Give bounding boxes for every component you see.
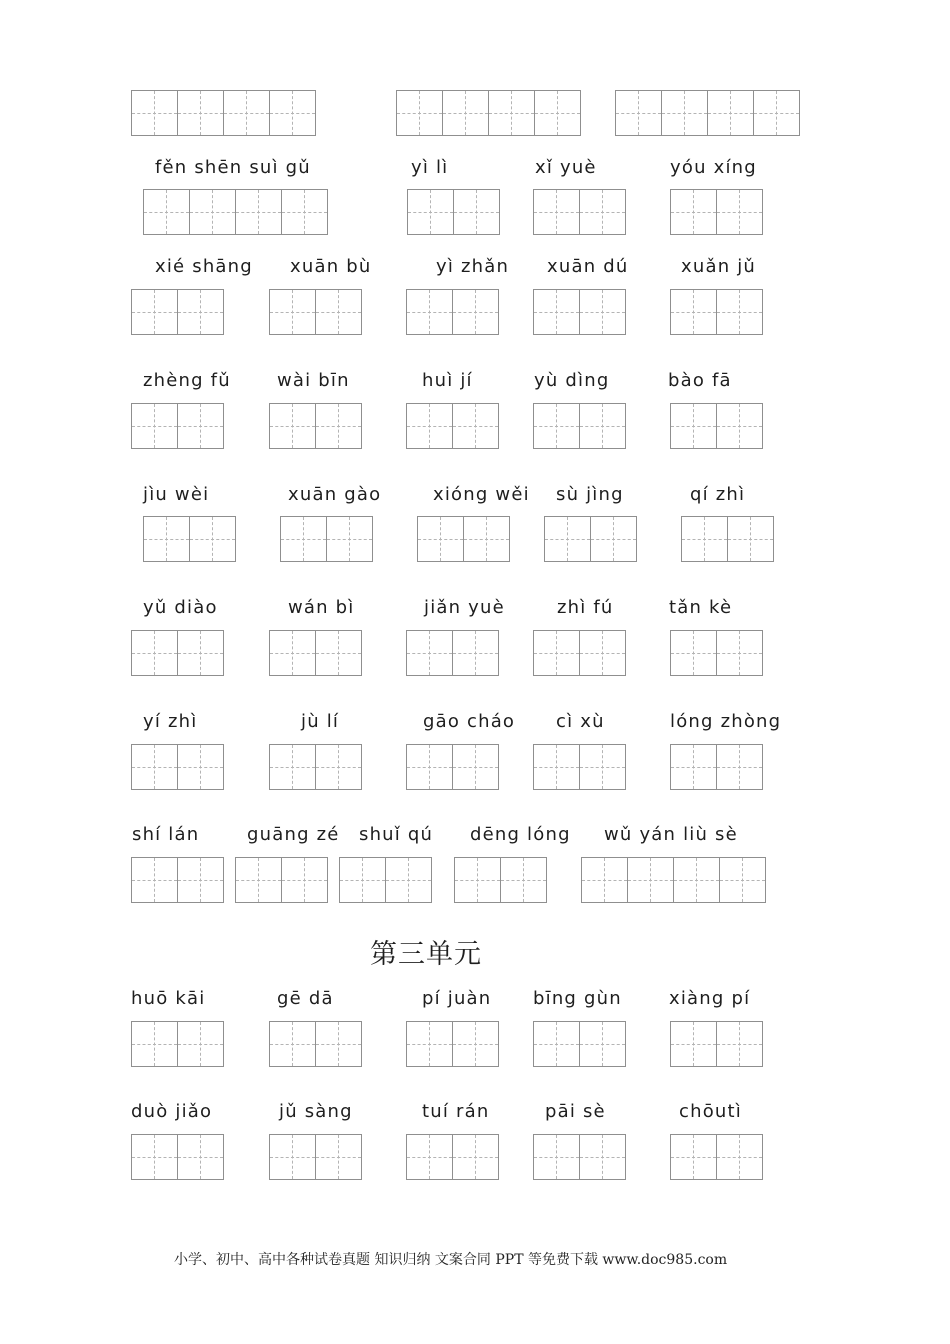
char-grid — [143, 516, 236, 562]
pinyin-label: xuān gào — [288, 484, 382, 505]
char-grid — [681, 516, 774, 562]
pinyin-label: shí lán — [132, 824, 200, 845]
pinyin-label: wán bì — [288, 597, 355, 618]
pinyin-label: chōutì — [679, 1101, 742, 1122]
char-grid — [670, 744, 763, 790]
pinyin-label: sù jìng — [556, 484, 624, 505]
pinyin-label: zhì fú — [557, 597, 614, 618]
char-grid — [131, 1021, 224, 1067]
char-grid — [269, 744, 362, 790]
char-grid — [407, 189, 500, 235]
pinyin-label: yì lì — [411, 157, 449, 178]
pinyin-label: wài bīn — [277, 370, 350, 391]
pinyin-label: yǔ diào — [143, 597, 218, 618]
char-grid — [406, 1021, 499, 1067]
pinyin-label: zhèng fǔ — [143, 370, 231, 391]
char-grid — [131, 403, 224, 449]
char-grid — [396, 90, 581, 136]
char-grid — [670, 630, 763, 676]
char-grid — [269, 1021, 362, 1067]
char-grid — [533, 630, 626, 676]
char-grid — [454, 857, 547, 903]
pinyin-label: tǎn kè — [669, 597, 733, 618]
char-grid — [615, 90, 800, 136]
pinyin-label: xié shāng — [155, 256, 253, 277]
char-grid — [670, 289, 763, 335]
footer-text: 小学、初中、高中各种试卷真题 知识归纳 文案合同 PPT 等免费下载 www.doc985.com — [174, 1252, 728, 1268]
pinyin-label: jǔ sàng — [279, 1101, 353, 1122]
pinyin-label: gāo cháo — [423, 711, 516, 732]
char-grid — [533, 744, 626, 790]
char-grid — [131, 1134, 224, 1180]
char-grid — [533, 1021, 626, 1067]
pinyin-label: yù dìng — [534, 370, 610, 391]
char-grid — [533, 1134, 626, 1180]
pinyin-label: pāi sè — [545, 1101, 606, 1122]
pinyin-label: bào fā — [668, 370, 732, 391]
char-grid — [131, 744, 224, 790]
pinyin-label: xuān bù — [290, 256, 372, 277]
pinyin-label: pí juàn — [422, 988, 492, 1009]
char-grid — [670, 189, 763, 235]
pinyin-label: cì xù — [556, 711, 605, 732]
pinyin-label: guāng zé — [247, 824, 340, 845]
pinyin-label: bīng gùn — [533, 988, 622, 1009]
pinyin-label: jiǎn yuè — [424, 597, 505, 618]
char-grid — [533, 403, 626, 449]
section-heading: 第三单元 — [370, 939, 482, 970]
char-grid — [269, 1134, 362, 1180]
char-grid — [269, 289, 362, 335]
char-grid — [143, 189, 328, 235]
char-grid — [406, 289, 499, 335]
char-grid — [581, 857, 766, 903]
char-grid — [269, 630, 362, 676]
char-grid — [533, 189, 626, 235]
char-grid — [269, 403, 362, 449]
pinyin-label: xuān dú — [547, 256, 629, 277]
char-grid — [406, 630, 499, 676]
pinyin-label: tuí rán — [422, 1101, 490, 1122]
pinyin-label: xióng wěi — [433, 484, 530, 505]
char-grid — [533, 289, 626, 335]
char-grid — [131, 630, 224, 676]
pinyin-label: huì jí — [422, 370, 473, 391]
char-grid — [131, 857, 224, 903]
char-grid — [544, 516, 637, 562]
char-grid — [417, 516, 510, 562]
char-grid — [406, 403, 499, 449]
char-grid — [280, 516, 373, 562]
pinyin-label: yí zhì — [143, 711, 198, 732]
pinyin-label: gē dā — [277, 988, 334, 1009]
pinyin-label: shuǐ qú — [359, 824, 434, 845]
pinyin-label: xuǎn jǔ — [681, 256, 757, 277]
pinyin-label: fěn shēn suì gǔ — [155, 157, 311, 178]
char-grid — [131, 289, 224, 335]
char-grid — [339, 857, 432, 903]
pinyin-label: huō kāi — [131, 988, 206, 1009]
pinyin-label: xiàng pí — [669, 988, 751, 1009]
pinyin-label: yóu xíng — [670, 157, 757, 178]
char-grid — [235, 857, 328, 903]
pinyin-label: wǔ yán liù sè — [604, 824, 738, 845]
pinyin-label: dēng lóng — [470, 824, 571, 845]
char-grid — [131, 90, 316, 136]
char-grid — [670, 403, 763, 449]
pinyin-label: jù lí — [301, 711, 340, 732]
pinyin-label: yì zhǎn — [436, 256, 510, 277]
char-grid — [406, 1134, 499, 1180]
pinyin-label: qí zhì — [690, 484, 746, 505]
pinyin-label: duò jiǎo — [131, 1101, 213, 1122]
pinyin-label: lóng zhòng — [670, 711, 782, 732]
char-grid — [670, 1021, 763, 1067]
pinyin-label: jìu wèi — [143, 484, 210, 505]
char-grid — [406, 744, 499, 790]
pinyin-label: xǐ yuè — [535, 157, 597, 178]
char-grid — [670, 1134, 763, 1180]
